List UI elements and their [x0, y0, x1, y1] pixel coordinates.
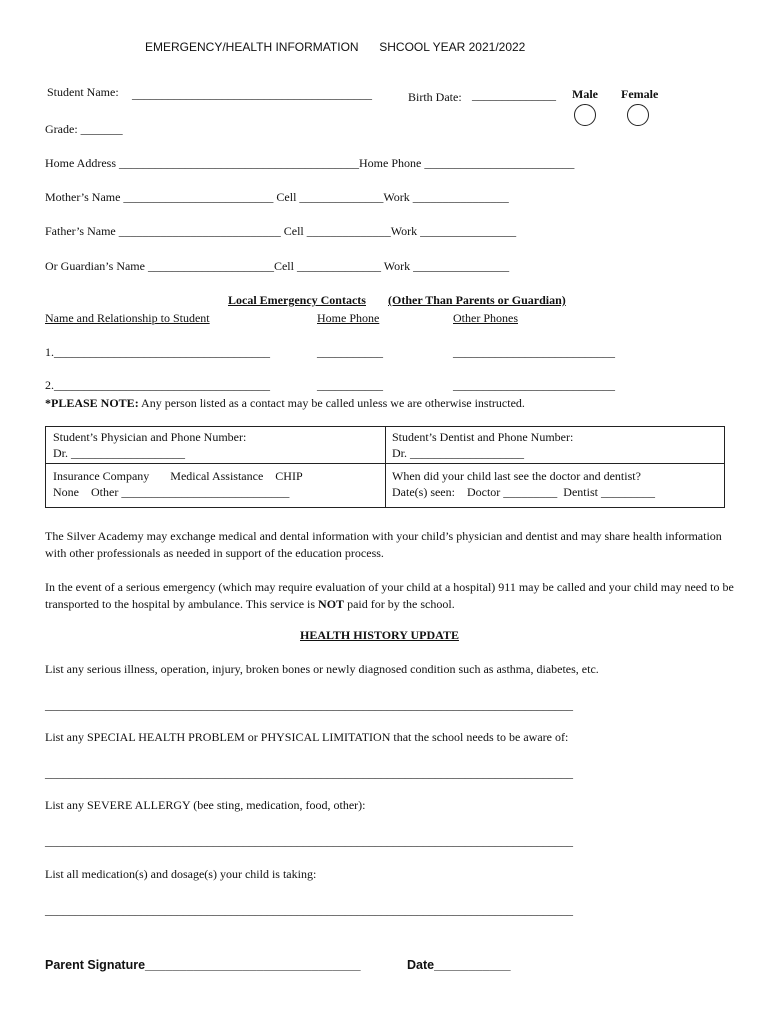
mother-line[interactable]: Mother’s Name _________________________ Cell ______________Work ________________	[45, 190, 509, 204]
last-visit-question: When did your child last see the doctor and dentist?	[392, 469, 641, 483]
please-note-label: *PLEASE NOTE:	[45, 396, 139, 410]
father-line[interactable]: Father’s Name ___________________________ Cell ______________Work ________________	[45, 224, 517, 238]
signature-date-field[interactable]: Date___________	[407, 958, 511, 972]
emergency-heading-note: (Other Than Parents or Guardian)	[388, 293, 566, 307]
answer-special-health[interactable]: ________________________________________________________________________________________	[45, 766, 573, 780]
form-title	[145, 40, 525, 54]
contact-1-other[interactable]: ___________________________	[453, 345, 615, 359]
contact-2-other[interactable]: ___________________________	[453, 378, 615, 392]
please-note	[45, 396, 525, 411]
last-visit-dates[interactable]: Date(s) seen: Doctor _________ Dentist _________	[392, 485, 655, 499]
contact-2-name[interactable]: 2.____________________________________	[45, 378, 270, 392]
answer-medications[interactable]: ________________________________________________________________________________________	[45, 903, 573, 917]
insurance-options[interactable]: Insurance Company Medical Assistance CHIP	[53, 469, 303, 483]
emergency-paragraph	[45, 579, 735, 613]
contact-2-phone[interactable]: ___________	[317, 378, 383, 392]
school-year: SHCOOL YEAR 2021/2022	[379, 40, 526, 54]
guardian-line[interactable]: Or Guardian’s Name _____________________Cell ______________ Work ________________	[45, 259, 510, 273]
female-label: Female	[621, 87, 659, 101]
col-home-phone: Home Phone	[317, 311, 380, 325]
table-divider-vertical	[385, 426, 386, 508]
grade-field[interactable]: Grade: _______	[45, 122, 123, 136]
contact-1-name[interactable]: 1.____________________________________	[45, 345, 270, 359]
student-name-field[interactable]: ________________________________________	[132, 87, 372, 101]
dentist-label: Student’s Dentist and Phone Number:	[392, 430, 574, 444]
col-other-phones: Other Phones	[453, 311, 518, 325]
birth-date-field[interactable]: ______________	[472, 88, 556, 102]
question-medications: List all medication(s) and dosage(s) your child is taking:	[45, 867, 317, 881]
form-title-left: EMERGENCY/HEALTH INFORMATION	[145, 40, 359, 54]
dentist-field[interactable]: Dr. ___________________	[392, 446, 524, 460]
emergency-paragraph-end: paid for by the school.	[344, 597, 455, 611]
female-radio[interactable]	[627, 104, 649, 126]
male-label: Male	[572, 87, 598, 101]
question-special-health: List any SPECIAL HEALTH PROBLEM or PHYSICAL LIMITATION that the school needs to be aware of:	[45, 730, 569, 744]
col-name-relationship: Name and Relationship to Student	[45, 311, 210, 325]
question-serious-illness: List any serious illness, operation, injury, broken bones or newly diagnosed condition such as asthma, diabetes, etc.	[45, 662, 599, 676]
answer-serious-illness[interactable]: ________________________________________________________________________________________	[45, 698, 573, 712]
contact-1-phone[interactable]: ___________	[317, 345, 383, 359]
birth-date-label: Birth Date:	[408, 90, 462, 104]
table-divider-horizontal	[45, 463, 725, 464]
insurance-other-field[interactable]: None Other ____________________________	[53, 485, 290, 499]
exchange-paragraph: The Silver Academy may exchange medical and dental information with your child’s physician and dentist and may share health information with other professionals as needed in support of the education process.	[45, 529, 722, 560]
student-name-label: Student Name:	[47, 85, 119, 99]
answer-severe-allergy[interactable]: ________________________________________________________________________________________	[45, 834, 573, 848]
parent-signature-field[interactable]: Parent Signature_______________________________	[45, 958, 361, 972]
physician-label: Student’s Physician and Phone Number:	[53, 430, 247, 444]
emergency-heading: Local Emergency Contacts	[228, 293, 366, 307]
male-radio[interactable]	[574, 104, 596, 126]
emergency-paragraph-not: NOT	[318, 597, 345, 611]
question-severe-allergy: List any SEVERE ALLERGY (bee sting, medication, food, other):	[45, 798, 366, 812]
please-note-text: Any person listed as a contact may be called unless we are otherwise instructed.	[141, 396, 525, 410]
emergency-paragraph-text: In the event of a serious emergency (which may require evaluation of your child at a hospital) 911 may be called and your child may need to be transported to the hospital by ambulance. This service is	[45, 580, 734, 611]
health-history-heading: HEALTH HISTORY UPDATE	[300, 628, 459, 642]
physician-field[interactable]: Dr. ___________________	[53, 446, 185, 460]
home-address-line[interactable]: Home Address ________________________________________Home Phone _________________________	[45, 156, 575, 170]
